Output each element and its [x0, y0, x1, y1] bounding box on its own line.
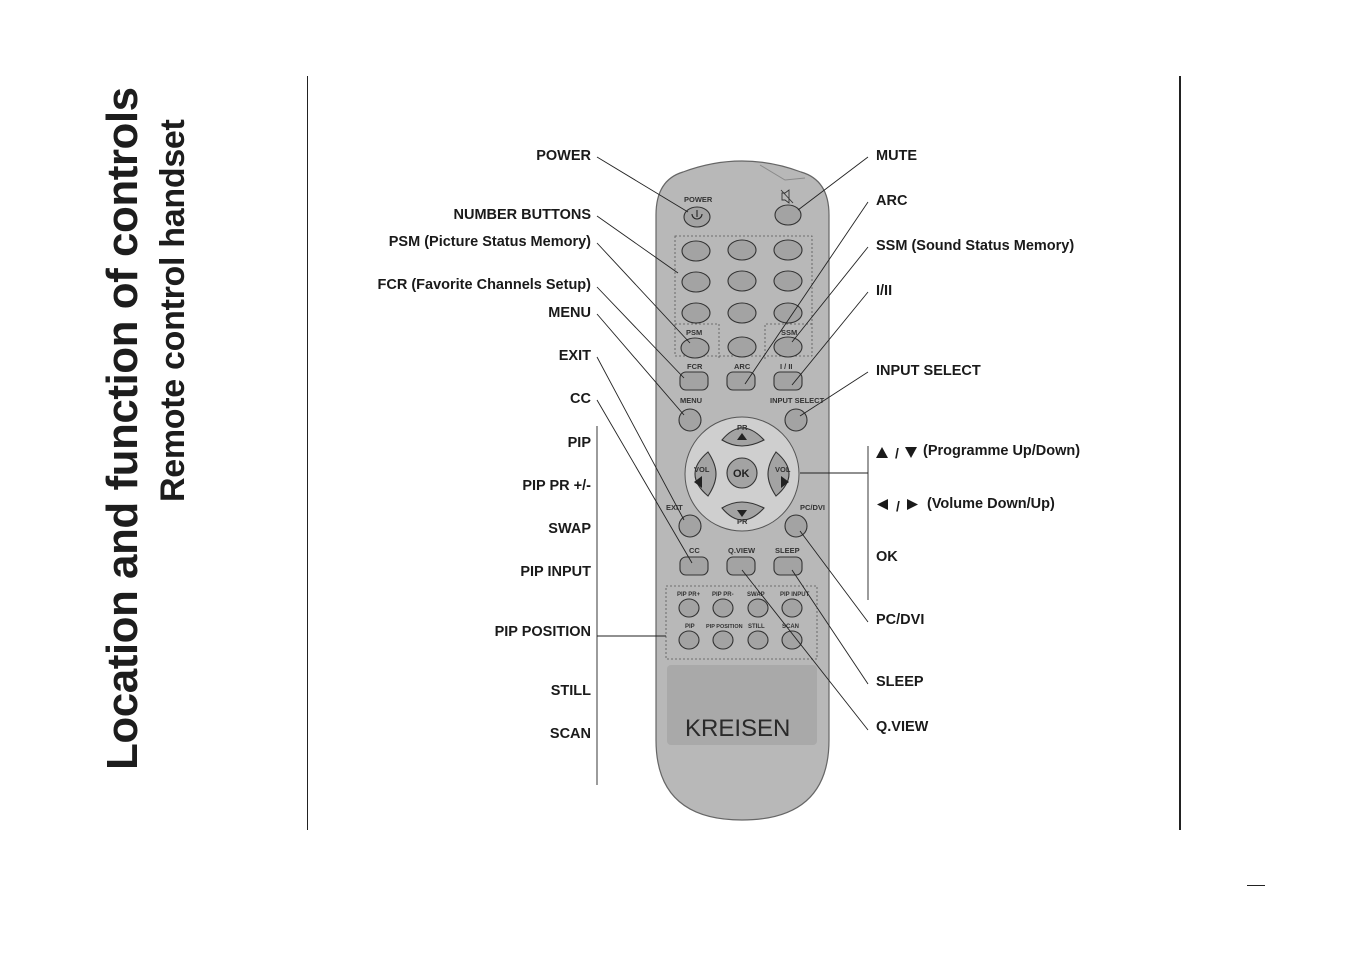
- pip-text: PIP: [685, 624, 695, 630]
- psm-text: PSM: [686, 328, 703, 337]
- ssm-text: SSM: [781, 328, 798, 337]
- ssm-button[interactable]: [774, 337, 802, 357]
- pr-down-text: PR: [737, 517, 748, 526]
- label-psm: PSM (Picture Status Memory): [388, 234, 591, 250]
- label-i-ii: I/II: [876, 283, 893, 299]
- sleep-button[interactable]: [774, 557, 802, 575]
- label-pip-position: PIP POSITION: [494, 624, 591, 640]
- label-number-buttons: NUMBER BUTTONS: [453, 207, 591, 223]
- number-button-3[interactable]: [774, 240, 802, 260]
- up-triangle-icon: [876, 447, 888, 458]
- still-button[interactable]: [748, 631, 768, 649]
- label-input-select: INPUT SELECT: [876, 363, 981, 379]
- pip-pr-plus-text: PIP PR+: [677, 592, 701, 598]
- vol-right-text: VOL: [775, 465, 791, 474]
- page-title: Location and function of controls: [98, 87, 147, 770]
- exit-button[interactable]: [679, 515, 701, 537]
- number-button-4[interactable]: [682, 272, 710, 292]
- label-programme-updown: (Programme Up/Down): [923, 443, 1081, 459]
- label-cc: CC: [570, 391, 591, 407]
- label-arc: ARC: [876, 193, 908, 209]
- number-button-6[interactable]: [774, 271, 802, 291]
- cc-button[interactable]: [680, 557, 708, 575]
- down-triangle-icon: [905, 447, 917, 458]
- brand-logo: KREISEN: [685, 715, 791, 742]
- swap-button[interactable]: [748, 599, 768, 617]
- label-exit: EXIT: [558, 348, 591, 364]
- number-button-1[interactable]: [682, 241, 710, 261]
- svg-text:/: /: [896, 498, 900, 514]
- psm-button[interactable]: [681, 338, 709, 358]
- i-ii-text: I / II: [780, 362, 793, 371]
- pip-button[interactable]: [679, 631, 699, 649]
- left-triangle-icon: [877, 499, 888, 510]
- menu-button[interactable]: [679, 409, 701, 431]
- arc-text: ARC: [734, 362, 751, 371]
- pip-pr-plus-button[interactable]: [679, 599, 699, 617]
- label-menu: MENU: [548, 305, 591, 321]
- qview-button[interactable]: [727, 557, 755, 575]
- ok-text: OK: [733, 468, 750, 480]
- number-button-2[interactable]: [728, 240, 756, 260]
- pip-pr-minus-button[interactable]: [713, 599, 733, 617]
- pip-input-text: PIP INPUT: [780, 592, 810, 598]
- input-select-button[interactable]: [785, 409, 807, 431]
- label-fcr: FCR (Favorite Channels Setup): [377, 277, 591, 293]
- label-swap: SWAP: [548, 521, 591, 537]
- menu-text: MENU: [680, 396, 703, 405]
- right-triangle-icon: [907, 499, 918, 510]
- pip-input-button[interactable]: [782, 599, 802, 617]
- input-select-text: INPUT SELECT: [770, 396, 825, 405]
- svg-text:/: /: [895, 445, 899, 461]
- i-ii-button[interactable]: [774, 372, 802, 390]
- label-ok: OK: [876, 549, 898, 565]
- label-sleep: SLEEP: [876, 674, 924, 690]
- label-scan: SCAN: [549, 726, 591, 742]
- label-pip-input: PIP INPUT: [520, 564, 591, 580]
- cc-text: CC: [689, 546, 700, 555]
- label-volume-downup: (Volume Down/Up): [927, 496, 1055, 512]
- number-button-0[interactable]: [728, 337, 756, 357]
- label-pc-dvi: PC/DVI: [876, 612, 925, 628]
- number-button-7[interactable]: [682, 303, 710, 323]
- label-qview: Q.VIEW: [876, 719, 929, 735]
- pc-dvi-button[interactable]: [785, 515, 807, 537]
- exit-text: EXIT: [666, 503, 683, 512]
- swap-text: SWAP: [747, 592, 765, 598]
- label-mute: MUTE: [876, 148, 918, 164]
- label-still: STILL: [550, 683, 591, 699]
- pr-up-text: PR: [737, 423, 748, 432]
- mute-button[interactable]: [775, 205, 801, 225]
- pip-position-text: PIP POSITION: [706, 624, 743, 630]
- label-ssm: SSM (Sound Status Memory): [876, 238, 1075, 254]
- number-button-5[interactable]: [728, 271, 756, 291]
- label-pip-pr: PIP PR +/-: [522, 478, 591, 494]
- pip-position-button[interactable]: [713, 631, 733, 649]
- page-subtitle: Remote control handset: [154, 119, 192, 502]
- fcr-button[interactable]: [680, 372, 708, 390]
- pc-dvi-text: PC/DVI: [800, 503, 826, 512]
- label-power: POWER: [536, 148, 591, 164]
- scan-text: SCAN: [782, 624, 800, 630]
- label-pip: PIP: [567, 435, 591, 451]
- power-text: POWER: [684, 195, 713, 204]
- still-text: STILL: [748, 624, 765, 630]
- number-button-8[interactable]: [728, 303, 756, 323]
- fcr-text: FCR: [687, 362, 703, 371]
- sleep-text: SLEEP: [775, 546, 800, 555]
- qview-text: Q.VIEW: [728, 546, 756, 555]
- vol-left-text: VOL: [694, 465, 710, 474]
- pip-pr-minus-text: PIP PR-: [712, 592, 734, 598]
